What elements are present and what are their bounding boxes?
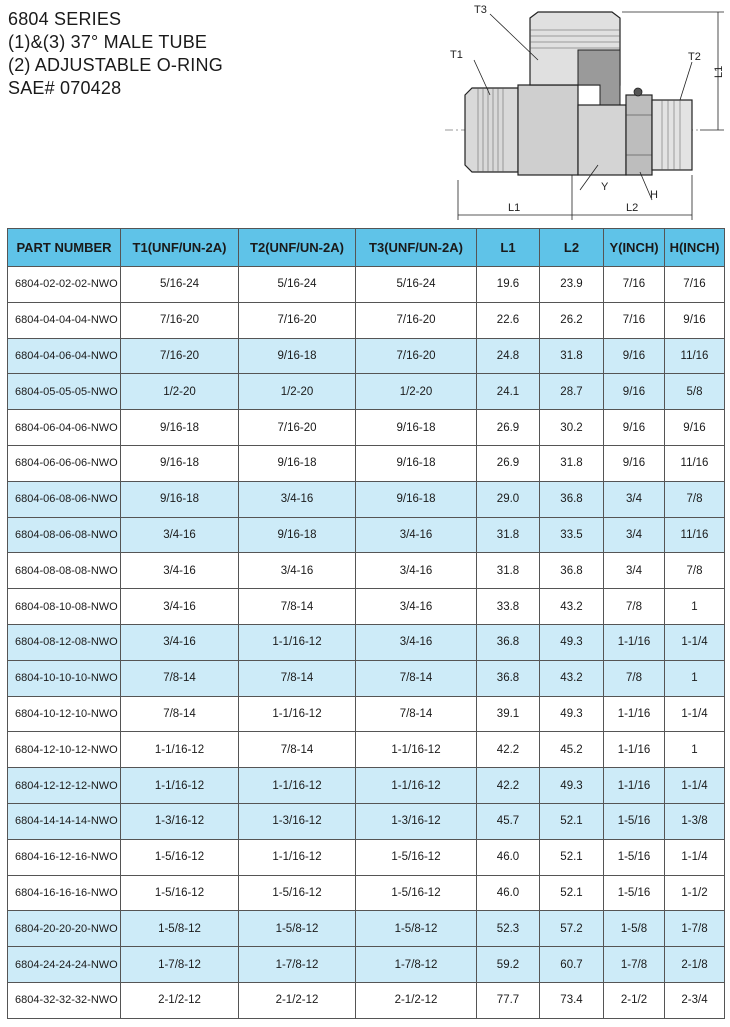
column-header: PART NUMBER	[8, 229, 121, 267]
table-cell: 1-3/8	[665, 803, 725, 839]
table-cell: 45.2	[540, 732, 604, 768]
column-header: L2	[540, 229, 604, 267]
table-cell: 1	[665, 660, 725, 696]
table-cell: 49.3	[540, 696, 604, 732]
label-t1: T1	[450, 49, 463, 61]
table-row	[8, 374, 725, 410]
table-cell: 52.3	[477, 911, 540, 947]
table-cell: 9/16	[665, 410, 725, 446]
table-cell: 1-7/8	[665, 911, 725, 947]
table-cell: 9/16-18	[239, 338, 356, 374]
label-h: H	[650, 189, 658, 201]
table-row	[8, 839, 725, 875]
part-number-cell: 6804-24-24-24-NWO	[8, 947, 121, 983]
table-cell: 3/4-16	[121, 517, 239, 553]
table-row	[8, 875, 725, 911]
table-cell: 43.2	[540, 589, 604, 625]
table-cell: 31.8	[477, 553, 540, 589]
table-cell: 9/16-18	[356, 445, 477, 481]
table-cell: 36.8	[477, 660, 540, 696]
table-cell: 1-5/8-12	[356, 911, 477, 947]
table-cell: 31.8	[477, 517, 540, 553]
table-cell: 9/16-18	[356, 481, 477, 517]
table-cell: 9/16	[604, 338, 665, 374]
table-cell: 57.2	[540, 911, 604, 947]
table-cell: 1-1/16-12	[239, 624, 356, 660]
table-cell: 11/16	[665, 338, 725, 374]
table-cell: 46.0	[477, 839, 540, 875]
table-row	[8, 803, 725, 839]
table-cell: 1-3/16-12	[121, 803, 239, 839]
part-number-cell: 6804-08-10-08-NWO	[8, 589, 121, 625]
table-cell: 33.5	[540, 517, 604, 553]
table-cell: 1	[665, 589, 725, 625]
table-row	[8, 768, 725, 804]
column-header: T2(UNF/UN-2A)	[239, 229, 356, 267]
table-cell: 60.7	[540, 947, 604, 983]
part-number-cell: 6804-06-08-06-NWO	[8, 481, 121, 517]
table-cell: 49.3	[540, 624, 604, 660]
label-l1-side: L1	[713, 65, 725, 78]
table-cell: 36.8	[540, 553, 604, 589]
table-cell: 3/4-16	[356, 589, 477, 625]
table-cell: 31.8	[540, 338, 604, 374]
table-cell: 52.1	[540, 875, 604, 911]
table-cell: 26.2	[540, 302, 604, 338]
part-number-cell: 6804-12-12-12-NWO	[8, 768, 121, 804]
table-cell: 30.2	[540, 410, 604, 446]
part-number-cell: 6804-04-04-04-NWO	[8, 302, 121, 338]
table-cell: 1-1/16-12	[239, 768, 356, 804]
table-cell: 9/16	[604, 374, 665, 410]
table-cell: 7/16-20	[121, 302, 239, 338]
table-cell: 9/16-18	[239, 517, 356, 553]
table-cell: 1-5/16-12	[121, 839, 239, 875]
table-cell: 36.8	[540, 481, 604, 517]
table-cell: 52.1	[540, 839, 604, 875]
table-cell: 1-1/4	[665, 696, 725, 732]
table-cell: 3/4	[604, 517, 665, 553]
fitting-diagram	[430, 0, 730, 225]
part-number-cell: 6804-06-06-06-NWO	[8, 445, 121, 481]
column-header: Y(INCH)	[604, 229, 665, 267]
table-cell: 7/8-14	[239, 660, 356, 696]
table-cell: 3/4-16	[121, 624, 239, 660]
table-cell: 1-1/16	[604, 732, 665, 768]
part-number-cell: 6804-10-12-10-NWO	[8, 696, 121, 732]
table-cell: 7/8-14	[121, 660, 239, 696]
label-l2: L2	[626, 202, 639, 214]
table-cell: 7/8	[604, 660, 665, 696]
table-cell: 3/4-16	[356, 624, 477, 660]
table-cell: 1/2-20	[121, 374, 239, 410]
label-t3: T3	[474, 4, 487, 16]
table-cell: 11/16	[665, 517, 725, 553]
part-number-cell: 6804-08-12-08-NWO	[8, 624, 121, 660]
table-cell: 1/2-20	[356, 374, 477, 410]
table-cell: 3/4-16	[121, 589, 239, 625]
table-cell: 1-3/16-12	[239, 803, 356, 839]
table-cell: 1/2-20	[239, 374, 356, 410]
table-cell: 1-5/16	[604, 875, 665, 911]
table-cell: 9/16-18	[121, 410, 239, 446]
table-cell: 3/4-16	[356, 517, 477, 553]
table-cell: 9/16-18	[239, 445, 356, 481]
table-cell: 7/8-14	[356, 696, 477, 732]
column-header: T3(UNF/UN-2A)	[356, 229, 477, 267]
table-row	[8, 481, 725, 517]
column-header: L1	[477, 229, 540, 267]
part-number-cell: 6804-16-16-16-NWO	[8, 875, 121, 911]
table-cell: 2-1/2-12	[356, 982, 477, 1018]
table-row	[8, 660, 725, 696]
part-number-cell: 6804-08-06-08-NWO	[8, 517, 121, 553]
series-header	[8, 8, 428, 100]
table-cell: 7/8-14	[121, 696, 239, 732]
table-cell: 9/16-18	[121, 481, 239, 517]
sae-number: SAE# 070428	[8, 78, 122, 98]
part-number-cell: 6804-08-08-08-NWO	[8, 553, 121, 589]
table-cell: 7/16-20	[356, 338, 477, 374]
table-cell: 29.0	[477, 481, 540, 517]
table-cell: 1-1/16	[604, 696, 665, 732]
table-cell: 1	[665, 732, 725, 768]
table-cell: 1-5/16	[604, 803, 665, 839]
part-number-cell: 6804-04-06-04-NWO	[8, 338, 121, 374]
table-cell: 7/16	[665, 267, 725, 303]
table-cell: 7/8	[604, 589, 665, 625]
part-number-cell: 6804-32-32-32-NWO	[8, 982, 121, 1018]
table-cell: 2-1/2-12	[121, 982, 239, 1018]
table-cell: 42.2	[477, 732, 540, 768]
table-cell: 1-1/2	[665, 875, 725, 911]
table-cell: 1-5/8	[604, 911, 665, 947]
oring-line: (2) ADJUSTABLE O-RING	[8, 55, 223, 75]
table-cell: 49.3	[540, 768, 604, 804]
table-row	[8, 302, 725, 338]
table-cell: 7/16-20	[239, 302, 356, 338]
table-cell: 3/4	[604, 481, 665, 517]
table-cell: 43.2	[540, 660, 604, 696]
table-cell: 28.7	[540, 374, 604, 410]
label-y: Y	[601, 181, 609, 193]
table-row	[8, 624, 725, 660]
table-cell: 7/8	[665, 481, 725, 517]
table-row	[8, 338, 725, 374]
table-cell: 7/16	[604, 267, 665, 303]
label-l1-bottom: L1	[508, 202, 521, 214]
table-cell: 45.7	[477, 803, 540, 839]
table-cell: 5/16-24	[239, 267, 356, 303]
part-number-cell: 6804-16-12-16-NWO	[8, 839, 121, 875]
table-cell: 1-5/16-12	[356, 839, 477, 875]
table-cell: 2-3/4	[665, 982, 725, 1018]
table-row	[8, 589, 725, 625]
table-row	[8, 911, 725, 947]
table-row	[8, 732, 725, 768]
table-cell: 77.7	[477, 982, 540, 1018]
table-cell: 3/4-16	[356, 553, 477, 589]
table-cell: 9/16-18	[356, 410, 477, 446]
table-cell: 52.1	[540, 803, 604, 839]
table-cell: 1-5/16	[604, 839, 665, 875]
part-number-cell: 6804-14-14-14-NWO	[8, 803, 121, 839]
table-row	[8, 696, 725, 732]
table-cell: 1-7/8-12	[239, 947, 356, 983]
table-cell: 7/8-14	[356, 660, 477, 696]
column-header: H(INCH)	[665, 229, 725, 267]
table-cell: 1-5/8-12	[121, 911, 239, 947]
table-cell: 7/16-20	[121, 338, 239, 374]
table-cell: 2-1/2	[604, 982, 665, 1018]
table-cell: 1-7/8-12	[121, 947, 239, 983]
thread-type-line: (1)&(3) 37° MALE TUBE	[8, 32, 208, 52]
part-number-cell: 6804-05-05-05-NWO	[8, 374, 121, 410]
table-cell: 9/16	[665, 302, 725, 338]
table-cell: 46.0	[477, 875, 540, 911]
table-cell: 11/16	[665, 445, 725, 481]
table-cell: 24.8	[477, 338, 540, 374]
table-cell: 7/16-20	[356, 302, 477, 338]
table-cell: 5/8	[665, 374, 725, 410]
table-cell: 33.8	[477, 589, 540, 625]
table-cell: 9/16	[604, 445, 665, 481]
table-cell: 1-1/4	[665, 624, 725, 660]
table-cell: 1-1/16-12	[121, 732, 239, 768]
table-cell: 22.6	[477, 302, 540, 338]
table-cell: 3/4-16	[239, 481, 356, 517]
table-cell: 42.2	[477, 768, 540, 804]
table-cell: 1-1/16	[604, 768, 665, 804]
table-header-row	[8, 229, 725, 267]
table-cell: 24.1	[477, 374, 540, 410]
table-cell: 3/4-16	[239, 553, 356, 589]
table-cell: 31.8	[540, 445, 604, 481]
table-cell: 2-1/2-12	[239, 982, 356, 1018]
table-cell: 2-1/8	[665, 947, 725, 983]
table-cell: 73.4	[540, 982, 604, 1018]
table-cell: 26.9	[477, 410, 540, 446]
table-cell: 36.8	[477, 624, 540, 660]
table-cell: 7/8-14	[239, 732, 356, 768]
table-cell: 1-1/16-12	[356, 732, 477, 768]
table-cell: 1-5/16-12	[356, 875, 477, 911]
table-cell: 1-5/16-12	[121, 875, 239, 911]
series-title: 6804 SERIES	[8, 9, 122, 29]
table-cell: 23.9	[540, 267, 604, 303]
table-cell: 5/16-24	[356, 267, 477, 303]
specification-table	[7, 228, 725, 1019]
column-header: T1(UNF/UN-2A)	[121, 229, 239, 267]
table-cell: 1-1/16-12	[121, 768, 239, 804]
part-number-cell: 6804-20-20-20-NWO	[8, 911, 121, 947]
table-cell: 7/16	[604, 302, 665, 338]
part-number-cell: 6804-12-10-12-NWO	[8, 732, 121, 768]
table-cell: 1-1/4	[665, 768, 725, 804]
table-cell: 7/8-14	[239, 589, 356, 625]
table-cell: 9/16	[604, 410, 665, 446]
table-row	[8, 517, 725, 553]
specification-table-wrapper	[7, 228, 724, 1019]
table-cell: 3/4-16	[121, 553, 239, 589]
table-cell: 1-1/16-12	[239, 696, 356, 732]
label-t2: T2	[688, 51, 701, 63]
table-row	[8, 553, 725, 589]
part-number-cell: 6804-02-02-02-NWO	[8, 267, 121, 303]
table-row	[8, 947, 725, 983]
part-number-cell: 6804-10-10-10-NWO	[8, 660, 121, 696]
table-cell: 7/16-20	[239, 410, 356, 446]
table-row	[8, 267, 725, 303]
table-cell: 1-1/16-12	[356, 768, 477, 804]
table-cell: 26.9	[477, 445, 540, 481]
table-cell: 1-5/16-12	[239, 875, 356, 911]
table-cell: 5/16-24	[121, 267, 239, 303]
table-cell: 1-1/16-12	[239, 839, 356, 875]
table-cell: 19.6	[477, 267, 540, 303]
table-row	[8, 445, 725, 481]
table-cell: 3/4	[604, 553, 665, 589]
part-number-cell: 6804-06-04-06-NWO	[8, 410, 121, 446]
table-cell: 1-1/16	[604, 624, 665, 660]
table-cell: 39.1	[477, 696, 540, 732]
table-cell: 1-5/8-12	[239, 911, 356, 947]
table-cell: 7/8	[665, 553, 725, 589]
table-cell: 1-3/16-12	[356, 803, 477, 839]
table-cell: 59.2	[477, 947, 540, 983]
table-cell: 1-7/8-12	[356, 947, 477, 983]
table-cell: 1-1/4	[665, 839, 725, 875]
table-row	[8, 410, 725, 446]
table-body	[8, 267, 725, 1019]
table-cell: 9/16-18	[121, 445, 239, 481]
table-cell: 1-7/8	[604, 947, 665, 983]
table-row	[8, 982, 725, 1018]
